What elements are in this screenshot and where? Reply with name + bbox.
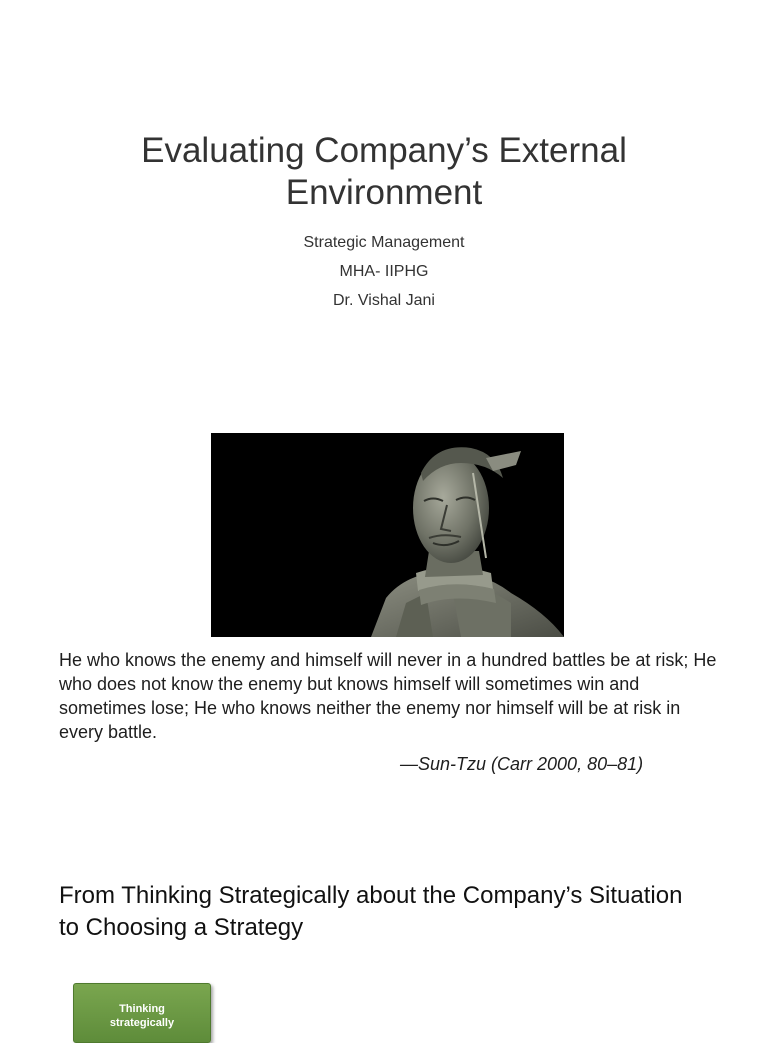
author-name: Dr. Vishal Jani xyxy=(333,292,435,309)
slide-3-title: From Thinking Strategically about the Company’s Situation to Choosing a Strategy xyxy=(59,882,683,941)
program-name: MHA- IIPHG xyxy=(339,263,429,280)
course-name: Strategic Management xyxy=(303,234,465,251)
warrior-statue-image xyxy=(211,433,564,637)
quote-attribution: —Sun-Tzu (Carr 2000, 80–81) xyxy=(400,754,644,774)
box-label-line-1: Thinking xyxy=(119,1003,165,1015)
slide-title: Evaluating Company’s External Environment xyxy=(141,131,627,212)
slide-subtitle xyxy=(184,228,584,315)
sun-tzu-quote: He who knows the enemy and himself will never in a hundred battles be at risk; He who does not know the enemy but knows himself will sometimes win and sometimes lose; He who knows neither the enemy nor himself will be at risk in every battle. xyxy=(59,650,717,742)
thinking-strategically-box xyxy=(73,983,211,1043)
box-label-line-2: strategically xyxy=(109,1017,175,1029)
